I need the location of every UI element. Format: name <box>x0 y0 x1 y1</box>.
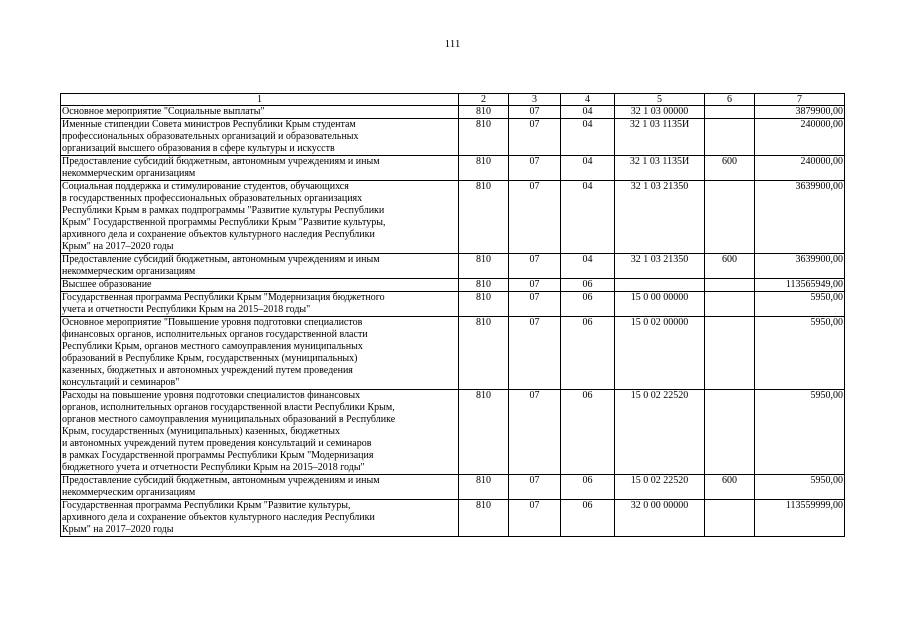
row-col-7: 5950,00 <box>755 317 845 390</box>
row-col-3: 07 <box>509 181 561 254</box>
row-col-7: 113565949,00 <box>755 279 845 292</box>
row-col-3: 07 <box>509 119 561 156</box>
row-col-6 <box>705 292 755 317</box>
row-col-6 <box>705 181 755 254</box>
row-col-7: 3639900,00 <box>755 181 845 254</box>
row-col-3: 07 <box>509 292 561 317</box>
row-col-2: 810 <box>459 292 509 317</box>
header-col-6: 6 <box>705 94 755 106</box>
row-col-4: 06 <box>561 317 615 390</box>
row-col-5: 15 0 02 22520 <box>615 390 705 475</box>
row-col-4: 04 <box>561 119 615 156</box>
row-name: Государственная программа Республики Крым "Модернизация бюджетного учета и отчетности Республики Крым на 2015–2018 годы" <box>61 292 459 317</box>
row-name: Социальная поддержка и стимулирование студентов, обучающихся в государственных профессиональных образовательных организациях Республики Крым в рамках подпрограммы "Развитие культуры Республики Крым" Государственной программы Республики Крым "Развитие культуры, архивного дела и сохранение объектов культурного наследия Республики Крым" на 2017–2020 годы <box>61 181 459 254</box>
row-name: Высшее образование <box>61 279 459 292</box>
table-row <box>61 119 845 156</box>
row-col-6 <box>705 279 755 292</box>
row-col-4: 06 <box>561 279 615 292</box>
row-col-4: 04 <box>561 106 615 119</box>
row-col-2: 810 <box>459 156 509 181</box>
header-col-1: 1 <box>61 94 459 106</box>
header-col-2: 2 <box>459 94 509 106</box>
row-col-7: 3639900,00 <box>755 254 845 279</box>
table-row <box>61 156 845 181</box>
row-col-4: 04 <box>561 181 615 254</box>
row-col-3: 07 <box>509 500 561 537</box>
row-col-7: 5950,00 <box>755 475 845 500</box>
page-number: 111 <box>444 38 461 50</box>
row-col-4: 06 <box>561 292 615 317</box>
row-col-7: 113559999,00 <box>755 500 845 537</box>
row-col-2: 810 <box>459 475 509 500</box>
table-row <box>61 500 845 537</box>
row-col-4: 06 <box>561 390 615 475</box>
row-col-5: 32 1 03 1135И <box>615 156 705 181</box>
row-name: Предоставление субсидий бюджетным, автономным учреждениям и иным некоммерческим организациям <box>61 156 459 181</box>
row-col-2: 810 <box>459 181 509 254</box>
row-col-2: 810 <box>459 279 509 292</box>
row-col-6 <box>705 390 755 475</box>
row-col-6: 600 <box>705 254 755 279</box>
header-col-7: 7 <box>755 94 845 106</box>
table-row <box>61 279 845 292</box>
row-col-5: 32 1 03 1135И <box>615 119 705 156</box>
header-col-3: 3 <box>509 94 561 106</box>
row-col-7: 240000,00 <box>755 156 845 181</box>
row-col-2: 810 <box>459 390 509 475</box>
row-col-7: 3879900,00 <box>755 106 845 119</box>
row-col-6 <box>705 119 755 156</box>
row-name: Именные стипендии Совета министров Республики Крым студентам профессиональных образовательных организаций и образовательных организаций высшего образования в сфере культуры и искусств <box>61 119 459 156</box>
row-col-2: 810 <box>459 106 509 119</box>
row-col-4: 04 <box>561 254 615 279</box>
row-col-5: 32 1 03 21350 <box>615 254 705 279</box>
row-col-3: 07 <box>509 390 561 475</box>
row-col-5: 15 0 02 22520 <box>615 475 705 500</box>
row-col-6: 600 <box>705 475 755 500</box>
table-row <box>61 106 845 119</box>
row-name: Государственная программа Республики Крым "Развитие культуры, архивного дела и сохранение объектов культурного наследия Республики Крым" на 2017–2020 годы <box>61 500 459 537</box>
row-col-3: 07 <box>509 317 561 390</box>
table-row <box>61 292 845 317</box>
row-name: Основное мероприятие "Повышение уровня подготовки специалистов финансовых органов, исполнительных органов государственной власти Республики Крым, органов местного самоуправления муниципальных образований в Республике Крым, государственных (муниципальных) казенных, бюджетных и автономных учреждений путем проведения консультаций и семинаров" <box>61 317 459 390</box>
row-col-5: 32 0 00 00000 <box>615 500 705 537</box>
row-col-5 <box>615 279 705 292</box>
row-name: Основное мероприятие "Социальные выплаты" <box>61 106 459 119</box>
row-col-2: 810 <box>459 119 509 156</box>
row-col-6: 600 <box>705 156 755 181</box>
row-col-5: 15 0 00 00000 <box>615 292 705 317</box>
row-col-5: 15 0 02 00000 <box>615 317 705 390</box>
row-col-7: 240000,00 <box>755 119 845 156</box>
row-col-3: 07 <box>509 254 561 279</box>
row-col-6 <box>705 106 755 119</box>
row-name: Расходы на повышение уровня подготовки специалистов финансовых органов, исполнительных органов государственной власти Республики Крым, органов местного самоуправления муниципальных образований в Республике Крым, государственных (муниципальных) казенных, бюджетных и автономных учреждений путем проведения консультаций и семинаров в рамках Государственной программы Республики Крым "Модернизация бюджетного учета и отчетности Республики Крым на 2015–2018 годы" <box>61 390 459 475</box>
row-col-2: 810 <box>459 317 509 390</box>
row-col-4: 04 <box>561 156 615 181</box>
header-col-4: 4 <box>561 94 615 106</box>
row-col-5: 32 1 03 00000 <box>615 106 705 119</box>
table-row <box>61 390 845 475</box>
budget-table <box>60 93 845 537</box>
row-col-4: 06 <box>561 475 615 500</box>
header-row <box>61 94 845 106</box>
row-col-5: 32 1 03 21350 <box>615 181 705 254</box>
row-col-2: 810 <box>459 500 509 537</box>
header-col-5: 5 <box>615 94 705 106</box>
row-col-6 <box>705 500 755 537</box>
table-row <box>61 181 845 254</box>
row-col-3: 07 <box>509 156 561 181</box>
table-row <box>61 475 845 500</box>
row-col-3: 07 <box>509 106 561 119</box>
table-row <box>61 254 845 279</box>
row-name: Предоставление субсидий бюджетным, автономным учреждениям и иным некоммерческим организациям <box>61 254 459 279</box>
row-col-4: 06 <box>561 500 615 537</box>
row-col-3: 07 <box>509 475 561 500</box>
row-name: Предоставление субсидий бюджетным, автономным учреждениям и иным некоммерческим организациям <box>61 475 459 500</box>
row-col-7: 5950,00 <box>755 292 845 317</box>
row-col-2: 810 <box>459 254 509 279</box>
table-row <box>61 317 845 390</box>
row-col-6 <box>705 317 755 390</box>
row-col-3: 07 <box>509 279 561 292</box>
row-col-7: 5950,00 <box>755 390 845 475</box>
